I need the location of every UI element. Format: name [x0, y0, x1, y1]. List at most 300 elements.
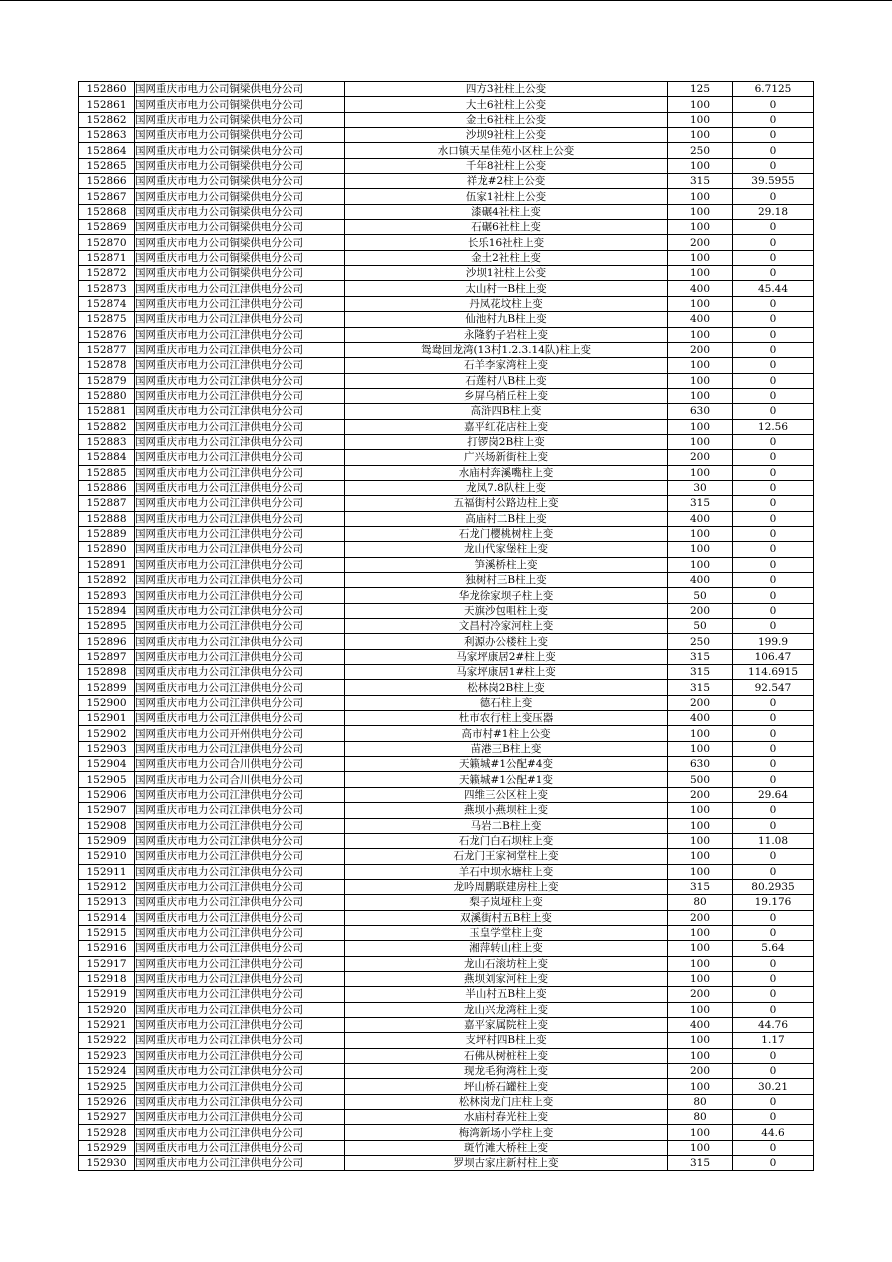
company-cell: 国网重庆市电力公司江津供电分公司	[135, 1140, 345, 1155]
value-cell: 0	[733, 220, 814, 235]
capacity-cell: 80	[668, 895, 733, 910]
capacity-cell: 200	[668, 695, 733, 710]
company-cell: 国网重庆市电力公司江津供电分公司	[135, 1110, 345, 1125]
transformer-name-cell: 金土2社柱上变	[345, 250, 668, 265]
table-row	[79, 1048, 814, 1063]
record-id-cell: 152916	[79, 941, 135, 956]
value-cell: 0	[733, 250, 814, 265]
capacity-cell: 100	[668, 266, 733, 281]
record-id-cell: 152915	[79, 925, 135, 940]
transformer-name-cell: 坪山桥石罐柱上变	[345, 1079, 668, 1094]
table-row	[79, 1017, 814, 1032]
transformer-name-cell: 石佛从树桩柱上变	[345, 1048, 668, 1063]
value-cell: 0	[733, 373, 814, 388]
record-id-cell: 152876	[79, 327, 135, 342]
record-id-cell: 152925	[79, 1079, 135, 1094]
record-id-cell: 152886	[79, 480, 135, 495]
record-id-cell: 152929	[79, 1140, 135, 1155]
company-cell: 国网重庆市电力公司江津供电分公司	[135, 879, 345, 894]
company-cell: 国网重庆市电力公司江津供电分公司	[135, 404, 345, 419]
value-cell: 0	[733, 1094, 814, 1109]
table-row	[79, 480, 814, 495]
value-cell: 0	[733, 465, 814, 480]
company-cell: 国网重庆市电力公司铜梁供电分公司	[135, 112, 345, 127]
company-cell: 国网重庆市电力公司江津供电分公司	[135, 480, 345, 495]
table-row	[79, 1125, 814, 1140]
record-id-cell: 152928	[79, 1125, 135, 1140]
capacity-cell: 100	[668, 189, 733, 204]
table-row	[79, 143, 814, 158]
capacity-cell: 200	[668, 910, 733, 925]
table-row	[79, 1079, 814, 1094]
transformer-name-cell: 龙山代家堡柱上变	[345, 542, 668, 557]
capacity-cell: 200	[668, 342, 733, 357]
capacity-cell: 100	[668, 526, 733, 541]
table-row	[79, 573, 814, 588]
transformer-name-cell: 龙凤7.8队柱上变	[345, 480, 668, 495]
table-row	[79, 588, 814, 603]
table-row	[79, 312, 814, 327]
transformer-name-cell: 水庙村奔溪嘴柱上变	[345, 465, 668, 480]
table-row	[79, 680, 814, 695]
page-top-rule	[0, 0, 892, 1]
capacity-cell: 100	[668, 818, 733, 833]
table-row	[79, 849, 814, 864]
record-id-cell: 152879	[79, 373, 135, 388]
value-cell: 0	[733, 189, 814, 204]
record-id-cell: 152880	[79, 388, 135, 403]
company-cell: 国网重庆市电力公司铜梁供电分公司	[135, 128, 345, 143]
value-cell: 0	[733, 741, 814, 756]
value-cell: 0	[733, 388, 814, 403]
value-cell: 0	[733, 925, 814, 940]
capacity-cell: 630	[668, 404, 733, 419]
value-cell: 0	[733, 987, 814, 1002]
table-row	[79, 741, 814, 756]
record-id-cell: 152902	[79, 726, 135, 741]
company-cell: 国网重庆市电力公司江津供电分公司	[135, 1002, 345, 1017]
value-cell: 0	[733, 1140, 814, 1155]
capacity-cell: 315	[668, 1156, 733, 1171]
table-row	[79, 250, 814, 265]
transformer-name-cell: 永隆豹子岩柱上变	[345, 327, 668, 342]
company-cell: 国网重庆市电力公司江津供电分公司	[135, 711, 345, 726]
value-cell: 0	[733, 557, 814, 572]
table-row	[79, 971, 814, 986]
record-id-cell: 152927	[79, 1110, 135, 1125]
capacity-cell: 200	[668, 235, 733, 250]
company-cell: 国网重庆市电力公司江津供电分公司	[135, 619, 345, 634]
record-id-cell: 152864	[79, 143, 135, 158]
transformer-name-cell: 支坪村四B柱上变	[345, 1033, 668, 1048]
value-cell: 0	[733, 450, 814, 465]
company-cell: 国网重庆市电力公司江津供电分公司	[135, 665, 345, 680]
company-cell: 国网重庆市电力公司江津供电分公司	[135, 358, 345, 373]
transformer-name-cell: 松林岗2B柱上变	[345, 680, 668, 695]
table-row	[79, 1064, 814, 1079]
record-id-cell: 152924	[79, 1064, 135, 1079]
transformer-name-cell: 打锣岗2B柱上变	[345, 434, 668, 449]
company-cell: 国网重庆市电力公司江津供电分公司	[135, 465, 345, 480]
company-cell: 国网重庆市电力公司江津供电分公司	[135, 1156, 345, 1171]
capacity-cell: 200	[668, 603, 733, 618]
company-cell: 国网重庆市电力公司江津供电分公司	[135, 327, 345, 342]
company-cell: 国网重庆市电力公司铜梁供电分公司	[135, 220, 345, 235]
transformer-name-cell: 水口镇天星佳苑小区柱上公变	[345, 143, 668, 158]
company-cell: 国网重庆市电力公司江津供电分公司	[135, 296, 345, 311]
value-cell: 0	[733, 112, 814, 127]
record-id-cell: 152881	[79, 404, 135, 419]
company-cell: 国网重庆市电力公司江津供电分公司	[135, 987, 345, 1002]
value-cell: 45.44	[733, 281, 814, 296]
value-cell: 0	[733, 128, 814, 143]
value-cell: 0	[733, 726, 814, 741]
record-id-cell: 152903	[79, 741, 135, 756]
company-cell: 国网重庆市电力公司江津供电分公司	[135, 573, 345, 588]
table-row	[79, 833, 814, 848]
capacity-cell: 315	[668, 174, 733, 189]
company-cell: 国网重庆市电力公司铜梁供电分公司	[135, 189, 345, 204]
company-cell: 国网重庆市电力公司江津供电分公司	[135, 1048, 345, 1063]
capacity-cell: 100	[668, 327, 733, 342]
table-row	[79, 910, 814, 925]
company-cell: 国网重庆市电力公司江津供电分公司	[135, 971, 345, 986]
capacity-cell: 200	[668, 987, 733, 1002]
capacity-cell: 100	[668, 373, 733, 388]
value-cell: 0	[733, 404, 814, 419]
company-cell: 国网重庆市电力公司江津供电分公司	[135, 849, 345, 864]
value-cell: 80.2935	[733, 879, 814, 894]
table-row	[79, 987, 814, 1002]
capacity-cell: 100	[668, 542, 733, 557]
company-cell: 国网重庆市电力公司江津供电分公司	[135, 450, 345, 465]
transformer-name-cell: 松林岗龙门庄柱上变	[345, 1094, 668, 1109]
transformer-name-cell: 德石柱上变	[345, 695, 668, 710]
record-id-cell: 152860	[79, 82, 135, 97]
table-row	[79, 634, 814, 649]
table-row	[79, 649, 814, 664]
record-id-cell: 152913	[79, 895, 135, 910]
value-cell: 106.47	[733, 649, 814, 664]
record-id-cell: 152922	[79, 1033, 135, 1048]
transformer-name-cell: 沙坝1社柱上公变	[345, 266, 668, 281]
table-row	[79, 419, 814, 434]
transformer-name-cell: 石龙门王家祠堂柱上变	[345, 849, 668, 864]
table-row	[79, 511, 814, 526]
transformer-name-cell: 燕坝小燕坝柱上变	[345, 803, 668, 818]
value-cell: 11.08	[733, 833, 814, 848]
record-id-cell: 152901	[79, 711, 135, 726]
capacity-cell: 100	[668, 741, 733, 756]
value-cell: 0	[733, 772, 814, 787]
transformer-name-cell: 鸳鸯回龙湾(13村1.2.3.14队)柱上变	[345, 342, 668, 357]
capacity-cell: 100	[668, 971, 733, 986]
table-row	[79, 925, 814, 940]
transformer-name-cell: 龙山石滚坊柱上变	[345, 956, 668, 971]
table-row	[79, 82, 814, 97]
capacity-cell: 250	[668, 143, 733, 158]
record-id-cell: 152899	[79, 680, 135, 695]
table-row	[79, 941, 814, 956]
company-cell: 国网重庆市电力公司江津供电分公司	[135, 803, 345, 818]
transformer-name-cell: 四方3社柱上公变	[345, 82, 668, 97]
record-id-cell: 152872	[79, 266, 135, 281]
company-cell: 国网重庆市电力公司江津供电分公司	[135, 342, 345, 357]
record-id-cell: 152890	[79, 542, 135, 557]
record-id-cell: 152894	[79, 603, 135, 618]
record-id-cell: 152867	[79, 189, 135, 204]
table-row	[79, 1156, 814, 1171]
capacity-cell: 100	[668, 1125, 733, 1140]
table-row	[79, 1094, 814, 1109]
company-cell: 国网重庆市电力公司江津供电分公司	[135, 1017, 345, 1032]
table-row	[79, 711, 814, 726]
capacity-cell: 100	[668, 925, 733, 940]
company-cell: 国网重庆市电力公司铜梁供电分公司	[135, 158, 345, 173]
table-row	[79, 772, 814, 787]
transformer-name-cell: 水庙村春光柱上变	[345, 1110, 668, 1125]
capacity-cell: 315	[668, 649, 733, 664]
record-id-cell: 152866	[79, 174, 135, 189]
company-cell: 国网重庆市电力公司江津供电分公司	[135, 925, 345, 940]
value-cell: 0	[733, 158, 814, 173]
record-id-cell: 152909	[79, 833, 135, 848]
record-id-cell: 152904	[79, 757, 135, 772]
transformer-name-cell: 伍家1社柱上公变	[345, 189, 668, 204]
table-row	[79, 695, 814, 710]
capacity-cell: 630	[668, 757, 733, 772]
record-id-cell: 152863	[79, 128, 135, 143]
table-row	[79, 726, 814, 741]
company-cell: 国网重庆市电力公司江津供电分公司	[135, 434, 345, 449]
table-row	[79, 603, 814, 618]
capacity-cell: 100	[668, 803, 733, 818]
table-row	[79, 220, 814, 235]
company-cell: 国网重庆市电力公司铜梁供电分公司	[135, 235, 345, 250]
company-cell: 国网重庆市电力公司铜梁供电分公司	[135, 82, 345, 97]
table-row	[79, 281, 814, 296]
company-cell: 国网重庆市电力公司江津供电分公司	[135, 695, 345, 710]
value-cell: 0	[733, 803, 814, 818]
capacity-cell: 100	[668, 112, 733, 127]
table-row	[79, 496, 814, 511]
record-id-cell: 152921	[79, 1017, 135, 1032]
transformer-name-cell: 天籁城#1公配#4变	[345, 757, 668, 772]
company-cell: 国网重庆市电力公司铜梁供电分公司	[135, 266, 345, 281]
table-row	[79, 1110, 814, 1125]
record-id-cell: 152882	[79, 419, 135, 434]
value-cell: 19.176	[733, 895, 814, 910]
capacity-cell: 200	[668, 450, 733, 465]
transformer-name-cell: 漆碾4社柱上变	[345, 204, 668, 219]
company-cell: 国网重庆市电力公司合川供电分公司	[135, 757, 345, 772]
table-row	[79, 1140, 814, 1155]
transformer-name-cell: 大土6社柱上公变	[345, 97, 668, 112]
capacity-cell: 30	[668, 480, 733, 495]
capacity-cell: 80	[668, 1094, 733, 1109]
transformer-name-cell: 马家坪康居1#柱上变	[345, 665, 668, 680]
company-cell: 国网重庆市电力公司江津供电分公司	[135, 1079, 345, 1094]
value-cell: 0	[733, 757, 814, 772]
capacity-cell: 100	[668, 296, 733, 311]
record-id-cell: 152893	[79, 588, 135, 603]
table-row	[79, 895, 814, 910]
capacity-cell: 100	[668, 941, 733, 956]
value-cell: 0	[733, 526, 814, 541]
transformer-name-cell: 湘萍转山柱上变	[345, 941, 668, 956]
record-id-cell: 152865	[79, 158, 135, 173]
record-id-cell: 152875	[79, 312, 135, 327]
capacity-cell: 80	[668, 1110, 733, 1125]
company-cell: 国网重庆市电力公司江津供电分公司	[135, 1094, 345, 1109]
value-cell: 0	[733, 603, 814, 618]
table-row	[79, 128, 814, 143]
value-cell: 0	[733, 695, 814, 710]
value-cell: 0	[733, 588, 814, 603]
table-row	[79, 557, 814, 572]
value-cell: 0	[733, 619, 814, 634]
table-row	[79, 342, 814, 357]
capacity-cell: 100	[668, 1033, 733, 1048]
capacity-cell: 100	[668, 1140, 733, 1155]
transformer-name-cell: 天籁城#1公配#1变	[345, 772, 668, 787]
company-cell: 国网重庆市电力公司铜梁供电分公司	[135, 250, 345, 265]
record-id-cell: 152891	[79, 557, 135, 572]
capacity-cell: 100	[668, 97, 733, 112]
transformer-name-cell: 高庙村二B柱上变	[345, 511, 668, 526]
value-cell: 44.6	[733, 1125, 814, 1140]
company-cell: 国网重庆市电力公司江津供电分公司	[135, 1033, 345, 1048]
company-cell: 国网重庆市电力公司江津供电分公司	[135, 941, 345, 956]
transformer-name-cell: 文昌村冷家河柱上变	[345, 619, 668, 634]
transformer-data-table	[78, 81, 814, 1171]
value-cell: 29.64	[733, 787, 814, 802]
capacity-cell: 315	[668, 496, 733, 511]
table-row	[79, 373, 814, 388]
capacity-cell: 100	[668, 864, 733, 879]
transformer-name-cell: 龙吟周鹏联建房柱上变	[345, 879, 668, 894]
company-cell: 国网重庆市电力公司江津供电分公司	[135, 526, 345, 541]
transformer-name-cell: 龙山兴龙湾柱上变	[345, 1002, 668, 1017]
record-id-cell: 152905	[79, 772, 135, 787]
value-cell: 0	[733, 711, 814, 726]
company-cell: 国网重庆市电力公司江津供电分公司	[135, 496, 345, 511]
company-cell: 国网重庆市电力公司江津供电分公司	[135, 419, 345, 434]
capacity-cell: 400	[668, 1017, 733, 1032]
capacity-cell: 50	[668, 619, 733, 634]
transformer-name-cell: 长乐16社柱上变	[345, 235, 668, 250]
transformer-name-cell: 双溪街村五B柱上变	[345, 910, 668, 925]
company-cell: 国网重庆市电力公司江津供电分公司	[135, 511, 345, 526]
capacity-cell: 100	[668, 833, 733, 848]
transformer-name-cell: 石龙门樱桃树柱上变	[345, 526, 668, 541]
table-row	[79, 158, 814, 173]
company-cell: 国网重庆市电力公司江津供电分公司	[135, 1125, 345, 1140]
value-cell: 114.6915	[733, 665, 814, 680]
company-cell: 国网重庆市电力公司江津供电分公司	[135, 910, 345, 925]
table-row	[79, 757, 814, 772]
transformer-name-cell: 半山村五B柱上变	[345, 987, 668, 1002]
transformer-name-cell: 石碾6社柱上变	[345, 220, 668, 235]
record-id-cell: 152910	[79, 849, 135, 864]
record-id-cell: 152887	[79, 496, 135, 511]
company-cell: 国网重庆市电力公司铜梁供电分公司	[135, 174, 345, 189]
transformer-name-cell: 高市村#1柱上公变	[345, 726, 668, 741]
record-id-cell: 152892	[79, 573, 135, 588]
capacity-cell: 400	[668, 573, 733, 588]
value-cell: 6.7125	[733, 82, 814, 97]
transformer-name-cell: 丹凤花坟柱上变	[345, 296, 668, 311]
record-id-cell: 152896	[79, 634, 135, 649]
capacity-cell: 315	[668, 665, 733, 680]
table-row	[79, 1002, 814, 1017]
company-cell: 国网重庆市电力公司江津供电分公司	[135, 741, 345, 756]
company-cell: 国网重庆市电力公司江津供电分公司	[135, 649, 345, 664]
table-row	[79, 174, 814, 189]
value-cell: 0	[733, 849, 814, 864]
transformer-name-cell: 高浒四B柱上变	[345, 404, 668, 419]
company-cell: 国网重庆市电力公司江津供电分公司	[135, 634, 345, 649]
record-id-cell: 152911	[79, 864, 135, 879]
transformer-name-cell: 嘉平家属院柱上变	[345, 1017, 668, 1032]
transformer-name-cell: 嘉平红花店柱上变	[345, 419, 668, 434]
record-id-cell: 152908	[79, 818, 135, 833]
value-cell: 29.18	[733, 204, 814, 219]
record-id-cell: 152923	[79, 1048, 135, 1063]
transformer-name-cell: 笋溪桥柱上变	[345, 557, 668, 572]
value-cell: 0	[733, 327, 814, 342]
capacity-cell: 200	[668, 1064, 733, 1079]
transformer-name-cell: 苗港三B柱上变	[345, 741, 668, 756]
record-id-cell: 152873	[79, 281, 135, 296]
value-cell: 30.21	[733, 1079, 814, 1094]
value-cell: 0	[733, 1064, 814, 1079]
value-cell: 1.17	[733, 1033, 814, 1048]
table-row	[79, 450, 814, 465]
company-cell: 国网重庆市电力公司铜梁供电分公司	[135, 97, 345, 112]
capacity-cell: 400	[668, 281, 733, 296]
capacity-cell: 100	[668, 250, 733, 265]
company-cell: 国网重庆市电力公司江津供电分公司	[135, 680, 345, 695]
company-cell: 国网重庆市电力公司江津供电分公司	[135, 312, 345, 327]
record-id-cell: 152918	[79, 971, 135, 986]
transformer-name-cell: 广兴场新街柱上变	[345, 450, 668, 465]
table-row	[79, 465, 814, 480]
record-id-cell: 152920	[79, 1002, 135, 1017]
transformer-name-cell: 石羊李家湾柱上变	[345, 358, 668, 373]
transformer-name-cell: 现龙毛狗湾柱上变	[345, 1064, 668, 1079]
transformer-name-cell: 罗坝古家庄新村柱上变	[345, 1156, 668, 1171]
table-row	[79, 787, 814, 802]
transformer-name-cell: 斑竹滩大桥柱上变	[345, 1140, 668, 1155]
transformer-name-cell: 羊石中坝水塘柱上变	[345, 864, 668, 879]
record-id-cell: 152877	[79, 342, 135, 357]
table-row	[79, 879, 814, 894]
table-row	[79, 818, 814, 833]
capacity-cell: 100	[668, 220, 733, 235]
table-row	[79, 956, 814, 971]
value-cell: 0	[733, 358, 814, 373]
record-id-cell: 152906	[79, 787, 135, 802]
record-id-cell: 152888	[79, 511, 135, 526]
value-cell: 12.56	[733, 419, 814, 434]
record-id-cell: 152862	[79, 112, 135, 127]
value-cell: 0	[733, 1002, 814, 1017]
table-body	[79, 82, 814, 1171]
value-cell: 0	[733, 864, 814, 879]
value-cell: 44.76	[733, 1017, 814, 1032]
table-row	[79, 619, 814, 634]
